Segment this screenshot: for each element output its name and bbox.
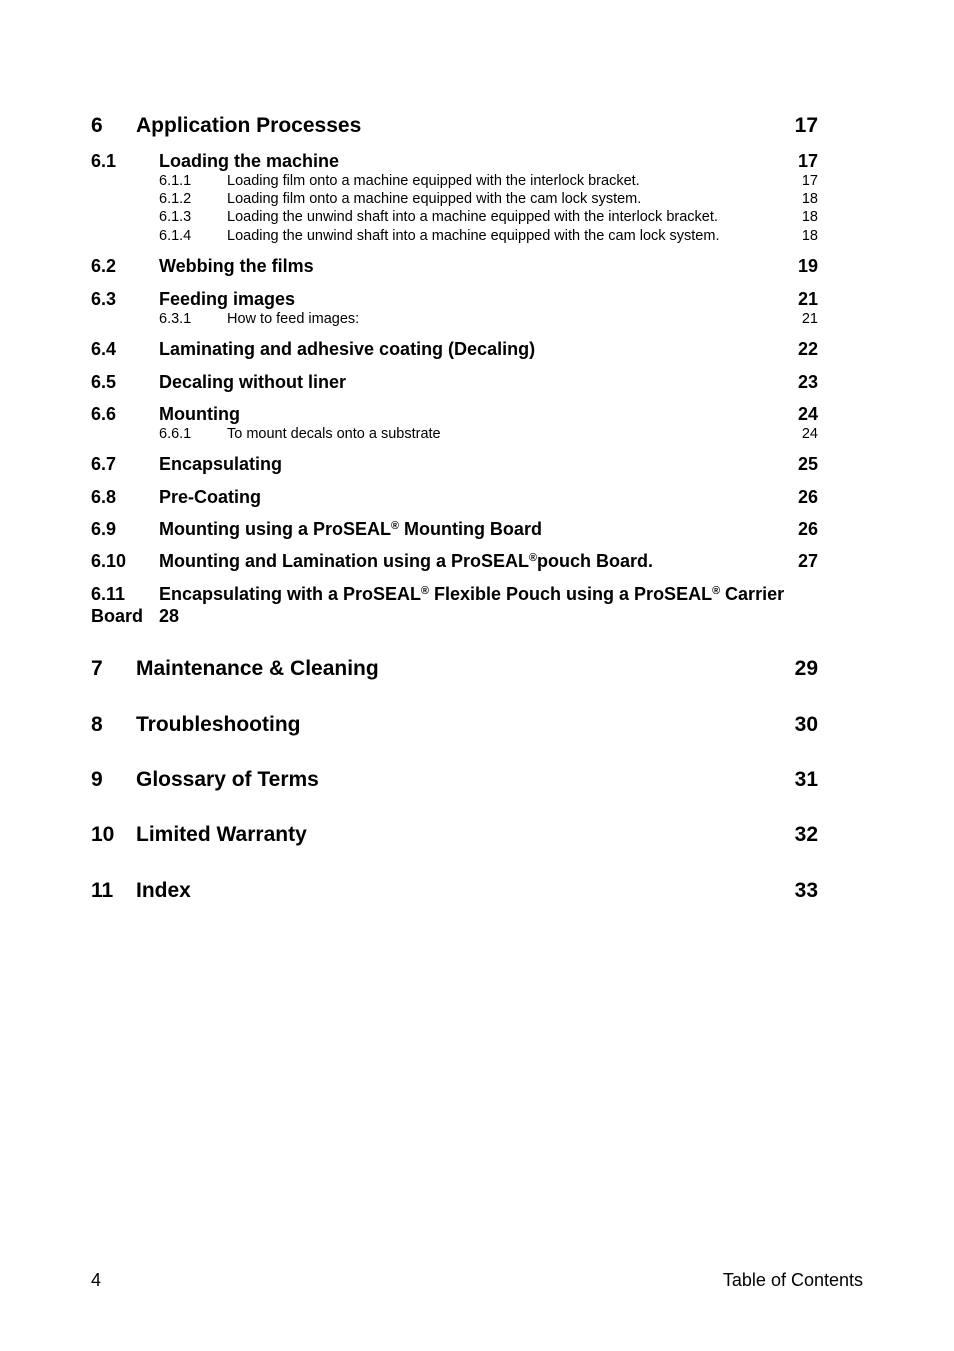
section-number: 6.8 xyxy=(91,487,117,507)
section-number: 6.2 xyxy=(91,256,117,276)
section-number: 6.1 xyxy=(91,151,117,171)
page-number: 18 xyxy=(801,191,818,207)
section-number: 6.1.3 xyxy=(159,209,192,225)
section-title: Mounting and Lamination using a ProSEAL®pouch Board. xyxy=(159,551,653,571)
page-number: 24 xyxy=(801,426,818,442)
section-number: 6.7 xyxy=(91,454,117,474)
page-number: 18 xyxy=(801,209,818,225)
page-number: 21 xyxy=(801,311,818,327)
section-number: 11 xyxy=(91,879,114,902)
section-number: 6.4 xyxy=(91,339,117,359)
section-title: Loading film onto a machine equipped with the interlock bracket. xyxy=(227,173,640,189)
registered-mark: ® xyxy=(529,552,537,565)
section-title: Mounting xyxy=(159,404,240,424)
section-title: Laminating and adhesive coating (Decaling) xyxy=(159,339,536,359)
section-number: 6 xyxy=(91,114,103,137)
page-number: 32 xyxy=(794,823,818,846)
section-number: 6.9 xyxy=(91,519,117,539)
registered-mark: ® xyxy=(391,520,399,533)
section-number: 10 xyxy=(91,823,115,846)
page-number: 22 xyxy=(797,339,818,359)
section-number: 6.3 xyxy=(91,289,117,309)
section-title: Application Processes xyxy=(136,114,362,137)
page-number: 26 xyxy=(797,487,818,507)
page-number: 33 xyxy=(794,879,818,902)
section-title: To mount decals onto a substrate xyxy=(227,426,441,442)
section-number: 6.5 xyxy=(91,372,117,392)
section-title: Maintenance & Cleaning xyxy=(136,657,379,680)
section-title: How to feed images: xyxy=(227,311,360,327)
section-title: Glossary of Terms xyxy=(136,768,319,791)
section-number: 7 xyxy=(91,657,103,680)
page-number: 25 xyxy=(797,454,818,474)
section-title: Pre-Coating xyxy=(159,487,262,507)
section-title: Decaling without liner xyxy=(159,372,347,392)
page-number: 23 xyxy=(797,372,818,392)
page-number: 29 xyxy=(794,657,818,680)
section-title: Loading the unwind shaft into a machine equipped with the cam lock system. xyxy=(227,228,720,244)
section-number: 8 xyxy=(91,713,103,736)
section-title: Limited Warranty xyxy=(136,823,307,846)
page-number: 24 xyxy=(797,404,818,424)
page-number: 27 xyxy=(797,551,818,571)
section-title: Troubleshooting xyxy=(136,713,301,736)
section-title: Encapsulating xyxy=(159,454,283,474)
page-number: 26 xyxy=(797,519,818,539)
footer-page-number: 4 xyxy=(91,1270,102,1290)
section-title: Loading the machine xyxy=(159,151,340,171)
section-number: 6.1.2 xyxy=(159,191,192,207)
section-number: 6.1.4 xyxy=(159,228,192,244)
section-number: 6.6.1 xyxy=(159,426,192,442)
page-number: 17 xyxy=(797,151,818,171)
registered-mark: ® xyxy=(712,585,721,598)
section-number: 6.1.1 xyxy=(159,173,192,189)
section-number: 6.6 xyxy=(91,404,117,424)
page-number: 19 xyxy=(797,256,818,276)
section-number: 6.3.1 xyxy=(159,311,192,327)
section-title: Mounting using a ProSEAL® Mounting Board xyxy=(159,519,542,539)
section-title: Loading the unwind shaft into a machine equipped with the interlock bracket. xyxy=(227,209,718,225)
section-title: Encapsulating with a ProSEAL® Flexible Pouch using a ProSEAL® Carrier xyxy=(159,584,785,604)
section-number: 6.11 xyxy=(91,584,126,604)
page-number: 31 xyxy=(794,768,818,791)
section-title: Feeding images xyxy=(159,289,296,309)
page-number: 21 xyxy=(797,289,818,309)
section-number: 6.10 xyxy=(91,551,127,571)
page-number: 17 xyxy=(794,114,818,137)
registered-mark: ® xyxy=(421,585,430,598)
footer-section-title: Table of Contents xyxy=(722,1270,863,1290)
page-number: 17 xyxy=(801,173,818,189)
page-number: 18 xyxy=(801,228,818,244)
section-title-continuation: Board xyxy=(91,606,144,626)
section-number: 9 xyxy=(91,768,103,791)
page-number: 28 xyxy=(159,606,180,626)
page-number: 30 xyxy=(794,713,818,736)
section-title: Loading film onto a machine equipped with the cam lock system. xyxy=(227,191,642,207)
section-title: Index xyxy=(136,879,191,902)
section-title: Webbing the films xyxy=(159,256,314,276)
